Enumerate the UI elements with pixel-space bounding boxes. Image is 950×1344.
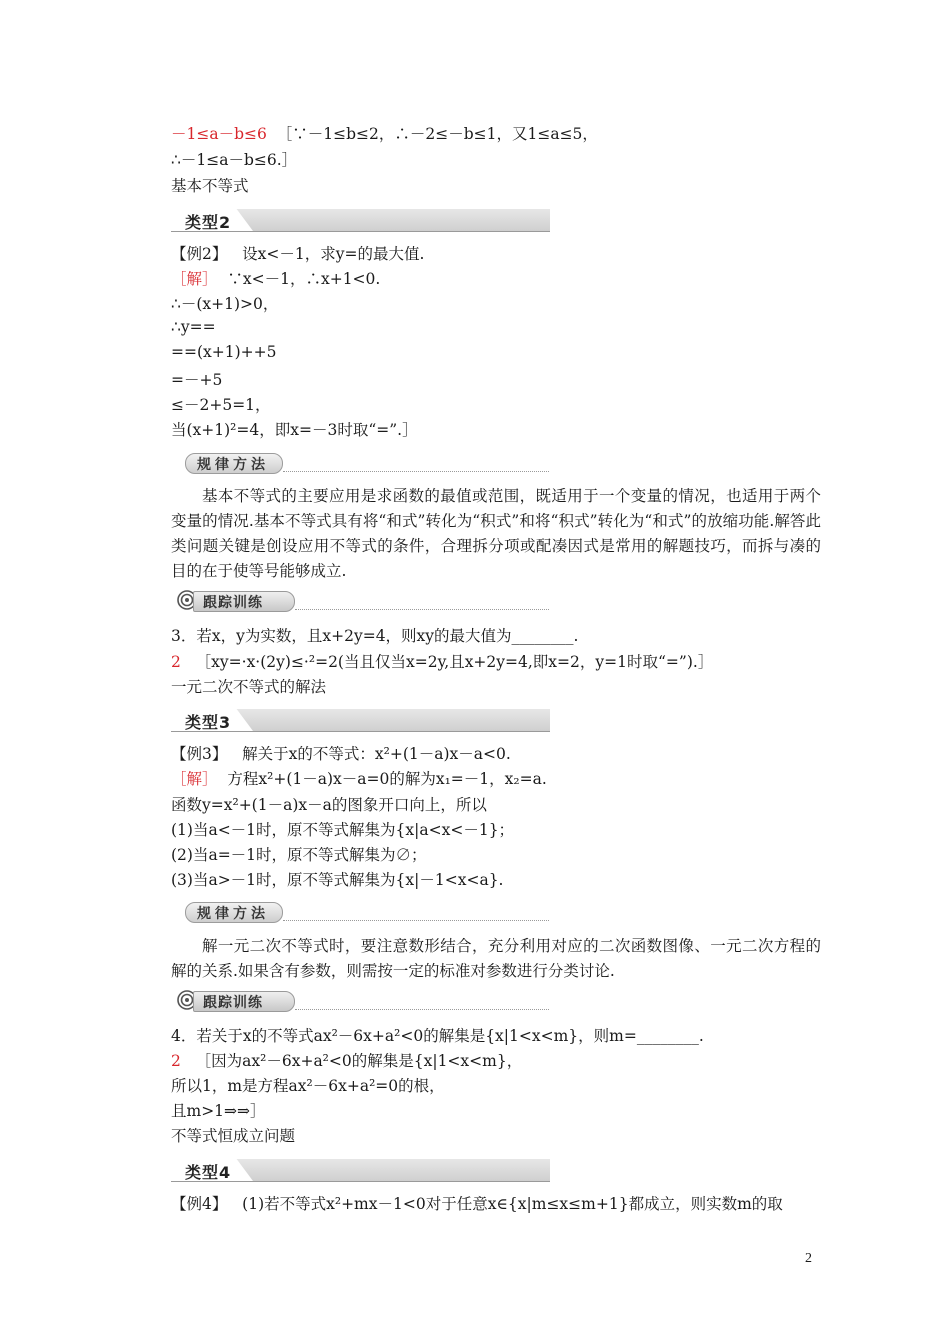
answer-line-2: ∴－1≤a－b≤6.］ <box>171 151 298 169</box>
solution-line: 当(x+1)²=4，即x=－3时取“=”.］ <box>171 421 418 439</box>
answer-red: 2 <box>171 653 181 671</box>
method-paragraph: 解一元二次不等式时，要注意数形结合，充分利用对应的二次函数图像、一元二次方程的解的关系.如果含有参数，则需按一定的标准对参数进行分类讨论. <box>171 937 821 980</box>
practice-banner <box>171 590 550 612</box>
section-header-type2 <box>171 209 550 231</box>
example-tag: 【例3】 <box>171 745 228 763</box>
answer-explanation: ［因为ax²－6x+a²<0的解集是{x|1<x<m}， <box>195 1052 523 1070</box>
example-tag: 【例4】 <box>171 1195 228 1213</box>
answer-explanation: ［xy=·x·(2y)≤·²=2(当且仅当x=2y,且x+2y=4,即x=2，y=1时取“=”).］ <box>195 653 714 671</box>
example-text: (1)若不等式x²+mx－1<0对于任意x∈{x|m≤x≤m+1}都成立，则实数m的取 <box>242 1195 783 1213</box>
dotted-rule <box>283 471 549 472</box>
answer-3 <box>171 650 713 672</box>
example-tag: 【例2】 <box>171 245 228 263</box>
method-label: 规律方法 <box>197 906 269 922</box>
answer-line: 所以1，m是方程ax²－6x+a²=0的根， <box>171 1077 445 1095</box>
topic-title: 不等式恒成立问题 <box>171 1127 296 1145</box>
dotted-rule <box>295 609 549 610</box>
question-4: 4．若关于x的不等式ax²－6x+a²<0的解集是{x|1<x<m}，则m=________. <box>171 1027 704 1045</box>
solution-line: 函数y=x²+(1－a)x－a的图象开口向上，所以 <box>171 796 487 814</box>
solution-text: 方程x²+(1－a)x－a=0的解为x₁=－1，x₂=a. <box>227 770 547 788</box>
solution-line: ∴－(x+1)>0， <box>171 295 279 313</box>
question-3: 3．若x，y为实数，且x+2y=4，则xy的最大值为________. <box>171 627 579 645</box>
solution-tag: ［解］ <box>171 770 218 788</box>
solution-line: (2)当a=－1时，原不等式解集为∅； <box>171 846 427 864</box>
section-header-label: 类型2 <box>185 213 232 232</box>
answer-red: 2 <box>171 1052 181 1070</box>
solution-line <box>171 767 547 789</box>
page-number: 2 <box>805 1251 812 1266</box>
solution-line: =－+5 <box>171 371 223 389</box>
dotted-rule <box>295 1009 549 1010</box>
section-header-type4 <box>171 1159 550 1181</box>
example-2 <box>171 242 424 264</box>
method-banner <box>171 901 550 923</box>
example-text: 解关于x的不等式：x²+(1－a)x－a<0. <box>242 745 511 763</box>
section-header-type3 <box>171 709 550 731</box>
solution-tag: ［解］ <box>171 270 218 288</box>
method-paragraph: 基本不等式的主要应用是求函数的最值或范围，既适用于一个变量的情况，也适用于两个变量的情况.基本不等式具有将“和式”转化为“积式”和将“积式”转化为“和式”的放缩功能.解答此类问题关键是创设应用不等式的条件，合理拆分项或配凑因式是常用的解题技巧，而拆与凑的目的在于使等号能够成立. <box>171 487 821 580</box>
dotted-rule <box>283 920 549 921</box>
solution-text: ∵x<－1，∴x+1<0. <box>227 270 381 288</box>
answer-explanation: ［∵－1≤b≤2，∴－2≤－b≤1，又1≤a≤5， <box>276 125 598 143</box>
example-text: 设x<－1，求y=的最大值. <box>242 245 425 263</box>
method-banner <box>171 452 550 474</box>
example-4 <box>171 1192 783 1214</box>
solution-line: (3)当a>－1时，原不等式解集为{x|－1<x<a}. <box>171 871 504 889</box>
answer-red: －1≤a－b≤6 <box>171 125 267 143</box>
practice-label: 跟踪训练 <box>203 995 263 1011</box>
section-header-label: 类型4 <box>185 1163 232 1182</box>
practice-banner <box>171 990 550 1012</box>
solution-line: ≤－2+5=1， <box>171 396 271 414</box>
solution-line <box>171 267 380 289</box>
topic-title: 基本不等式 <box>171 177 249 195</box>
answer-line: 且m>1⇒⇒］ <box>171 1102 266 1120</box>
section-header-label: 类型3 <box>185 713 232 732</box>
solution-line: ∴y== <box>171 318 216 336</box>
solution-line: (1)当a<－1时，原不等式解集为{x|a<x<－1}； <box>171 821 515 839</box>
example-3 <box>171 742 511 764</box>
method-label: 规律方法 <box>197 457 269 473</box>
answer-line-1 <box>171 122 598 144</box>
practice-label: 跟踪训练 <box>203 595 263 611</box>
topic-title: 一元二次不等式的解法 <box>171 678 327 696</box>
solution-line: ==(x+1)++5 <box>171 343 277 361</box>
answer-4 <box>171 1049 522 1071</box>
